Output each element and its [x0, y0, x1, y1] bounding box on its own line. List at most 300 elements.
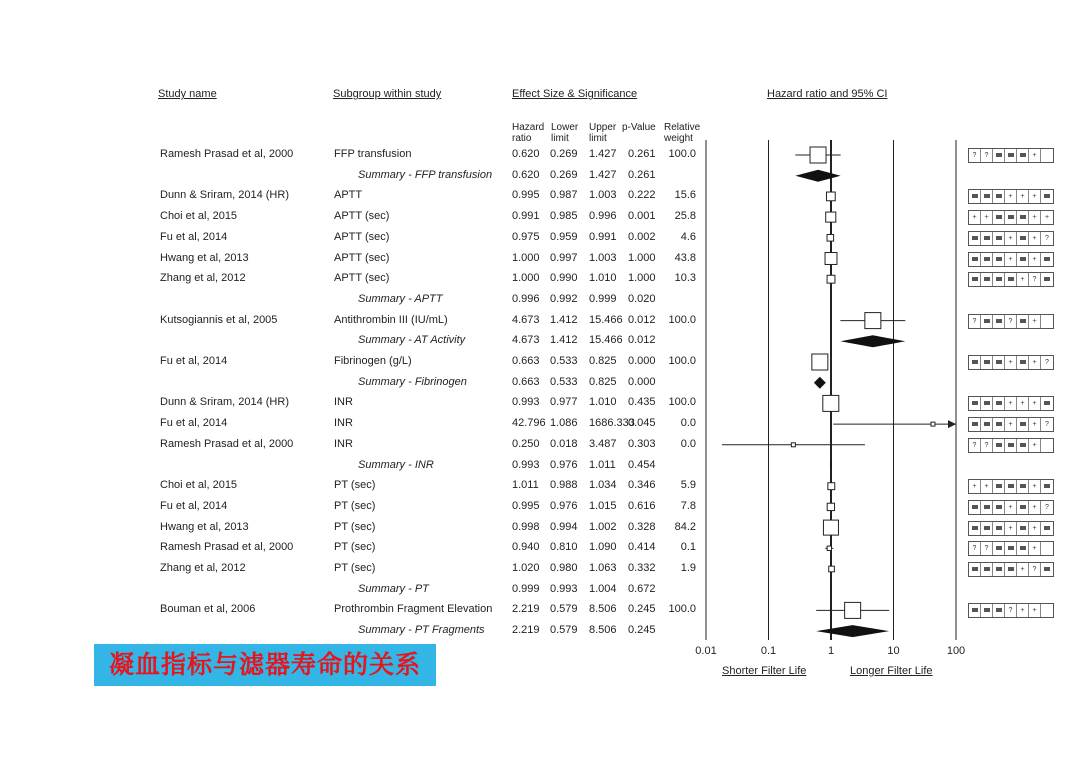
quality-mark: ? — [1029, 273, 1041, 286]
effect-square — [810, 147, 826, 163]
subgroup-name: APTT (sec) — [334, 251, 390, 264]
effect-square — [865, 313, 881, 329]
effect-square — [829, 566, 835, 572]
subgroup-name: Summary - PT — [358, 582, 429, 595]
quality-mark: + — [1005, 356, 1017, 369]
quality-mark: + — [1029, 397, 1041, 410]
lower-limit: 0.988 — [550, 479, 578, 492]
quality-mark: + — [1029, 604, 1041, 617]
subgroup-name: PT (sec) — [334, 541, 376, 554]
lower-limit: 0.533 — [550, 355, 578, 367]
subgroup-name: APTT (sec) — [334, 272, 390, 285]
quality-row — [968, 417, 1054, 432]
hazard-ratio: 0.250 — [512, 437, 540, 450]
subgroup-name: APTT (sec) — [334, 210, 390, 223]
quality-mark: + — [1029, 418, 1041, 431]
quality-mark — [969, 253, 981, 266]
summary-diamond — [795, 170, 840, 182]
p-value: 0.616 — [628, 499, 656, 512]
quality-mark: + — [1005, 253, 1017, 266]
lower-limit: 0.990 — [550, 272, 578, 285]
relative-weight: 5.9 — [680, 479, 696, 492]
upper-limit: 1.034 — [589, 479, 617, 492]
upper-limit: 1.002 — [589, 520, 617, 533]
p-value: 0.245 — [628, 624, 656, 637]
p-value: 0.328 — [628, 520, 656, 533]
p-value: 0.002 — [628, 230, 656, 243]
x-tick-label: 0.1 — [760, 645, 777, 657]
quality-mark: + — [1029, 542, 1041, 555]
upper-limit: 1.011 — [589, 458, 616, 471]
quality-mark: + — [1017, 190, 1029, 203]
hazard-ratio: 0.993 — [512, 396, 540, 409]
quality-mark: + — [1017, 273, 1029, 286]
study-name: Fu et al, 2014 — [160, 417, 228, 430]
p-value: 0.346 — [628, 479, 656, 492]
relative-weight: 84.2 — [674, 520, 696, 533]
hazard-ratio: 0.996 — [512, 292, 540, 305]
study-name: Fu et al, 2014 — [160, 499, 228, 512]
p-value: 0.001 — [628, 210, 656, 223]
p-value: 0.454 — [628, 458, 656, 471]
quality-mark — [1017, 149, 1029, 162]
p-value: 0.000 — [628, 355, 656, 367]
quality-mark: + — [1029, 315, 1041, 328]
quality-mark — [1005, 273, 1017, 286]
subgroup-name: INR — [334, 417, 353, 430]
upper-limit: 0.999 — [589, 292, 617, 305]
quality-mark: ? — [981, 439, 993, 452]
lower-limit: 0.987 — [550, 189, 578, 202]
lower-limit: 0.997 — [550, 251, 578, 264]
quality-mark: + — [1005, 232, 1017, 245]
study-name: Hwang et al, 2013 — [160, 520, 249, 533]
subgroup-name: Antithrombin III (IU/mL) — [334, 313, 448, 326]
quality-mark — [1017, 439, 1029, 452]
quality-row — [968, 189, 1054, 204]
hazard-ratio: 0.975 — [512, 230, 540, 243]
quality-mark — [969, 273, 981, 286]
subgroup-name: APTT — [334, 189, 363, 202]
relative-weight: 100.0 — [668, 313, 696, 326]
quality-mark: + — [1029, 232, 1041, 245]
quality-row — [968, 272, 1054, 287]
lower-limit: 0.980 — [550, 562, 578, 574]
quality-mark — [1017, 211, 1029, 224]
hazard-ratio: 0.995 — [512, 189, 540, 202]
quality-mark — [993, 542, 1005, 555]
subheader-upper: Upper limit — [589, 122, 617, 144]
quality-mark — [993, 211, 1005, 224]
quality-mark: + — [1017, 604, 1029, 617]
relative-weight: 100.0 — [668, 148, 696, 160]
study-name: Choi et al, 2015 — [160, 210, 238, 223]
upper-limit: 1.015 — [589, 499, 617, 512]
quality-row — [968, 396, 1054, 411]
hazard-ratio: 42.796 — [512, 417, 546, 430]
quality-mark: + — [981, 211, 993, 224]
p-value: 0.332 — [628, 562, 656, 574]
quality-mark — [993, 418, 1005, 431]
quality-mark — [1005, 563, 1017, 576]
quality-mark: ? — [1045, 503, 1049, 511]
quality-mark — [969, 604, 981, 617]
subgroup-name: FFP transfusion — [334, 148, 412, 160]
quality-mark: + — [969, 211, 981, 224]
header-study: Study name — [158, 88, 217, 100]
quality-mark: + — [1029, 356, 1041, 369]
quality-mark: + — [969, 480, 981, 493]
hazard-ratio: 0.993 — [512, 458, 540, 471]
hazard-ratio: 1.020 — [512, 562, 540, 574]
relative-weight: 25.8 — [674, 210, 696, 223]
quality-row — [968, 148, 1054, 163]
quality-mark — [1005, 542, 1017, 555]
quality-mark — [993, 190, 1005, 203]
quality-mark — [1041, 315, 1053, 328]
upper-limit: 8.506 — [589, 603, 617, 616]
header-plot: Hazard ratio and 95% CI — [767, 88, 888, 100]
x-tick-label: 0.01 — [695, 645, 717, 657]
x-label-right: Longer Filter Life — [850, 665, 933, 677]
quality-row — [968, 438, 1054, 453]
quality-mark — [993, 315, 1005, 328]
upper-limit: 0.825 — [589, 375, 617, 388]
quality-mark — [993, 232, 1005, 245]
quality-mark — [993, 439, 1005, 452]
study-name: Dunn & Sriram, 2014 (HR) — [160, 396, 289, 409]
quality-mark — [1005, 480, 1017, 493]
hazard-ratio: 0.620 — [512, 168, 540, 181]
quality-mark — [1041, 604, 1053, 617]
quality-mark: ? — [969, 542, 981, 555]
lower-limit: 0.269 — [550, 168, 578, 181]
upper-limit: 3.487 — [589, 437, 617, 450]
upper-limit: 1.004 — [589, 582, 617, 595]
relative-weight: 0.0 — [680, 417, 696, 430]
hazard-ratio: 0.620 — [512, 148, 540, 160]
p-value: 0.303 — [628, 437, 656, 450]
quality-mark — [1017, 356, 1029, 369]
quality-mark — [1005, 439, 1017, 452]
quality-mark: + — [1029, 439, 1041, 452]
quality-mark — [969, 418, 981, 431]
lower-limit: 0.533 — [550, 375, 578, 388]
quality-mark — [1041, 273, 1053, 286]
lower-limit: 0.976 — [550, 499, 578, 512]
summary-diamond — [814, 377, 826, 389]
subheader-hr: Hazard ratio — [512, 122, 545, 144]
hazard-ratio: 4.673 — [512, 313, 540, 326]
upper-limit: 1.003 — [589, 251, 617, 264]
quality-mark — [969, 501, 981, 514]
quality-mark — [981, 232, 993, 245]
upper-limit: 1.063 — [589, 562, 617, 574]
hazard-ratio: 2.219 — [512, 624, 540, 637]
quality-row — [968, 231, 1054, 246]
quality-mark — [1005, 211, 1017, 224]
subgroup-name: Summary - INR — [358, 458, 434, 471]
study-name: Ramesh Prasad et al, 2000 — [160, 437, 294, 450]
quality-mark — [981, 356, 993, 369]
lower-limit: 0.269 — [550, 148, 578, 160]
quality-mark: ? — [1045, 234, 1049, 242]
lower-limit: 0.018 — [550, 437, 578, 450]
quality-mark — [981, 418, 993, 431]
quality-mark — [969, 190, 981, 203]
quality-mark — [1017, 253, 1029, 266]
quality-mark: + — [1005, 522, 1017, 535]
lower-limit: 1.086 — [550, 417, 578, 430]
summary-diamond — [816, 625, 889, 637]
effect-square — [823, 395, 839, 411]
study-name: Zhang et al, 2012 — [160, 272, 246, 285]
quality-mark — [969, 522, 981, 535]
quality-mark: ? — [981, 149, 993, 162]
quality-mark: ? — [969, 439, 981, 452]
effect-square — [827, 503, 834, 510]
quality-mark — [981, 190, 993, 203]
quality-mark — [1041, 190, 1053, 203]
quality-mark — [1041, 149, 1053, 162]
hazard-ratio: 4.673 — [512, 334, 540, 347]
quality-mark — [1017, 232, 1029, 245]
quality-mark — [993, 480, 1005, 493]
quality-row — [968, 521, 1054, 536]
hazard-ratio: 0.663 — [512, 355, 540, 367]
x-tick-label: 1 — [827, 645, 835, 657]
quality-mark: ? — [1045, 421, 1049, 429]
p-value: 1.000 — [628, 272, 656, 285]
quality-mark: + — [1029, 190, 1041, 203]
subheader-p: p-Value — [622, 122, 656, 133]
subgroup-name: PT (sec) — [334, 562, 376, 574]
upper-limit: 0.996 — [589, 210, 617, 223]
p-value: 0.012 — [628, 334, 656, 347]
upper-limit: 0.825 — [589, 355, 617, 367]
hazard-ratio: 0.663 — [512, 375, 540, 388]
quality-mark — [1017, 315, 1029, 328]
quality-mark — [1041, 522, 1053, 535]
quality-mark: + — [1005, 397, 1017, 410]
upper-limit: 1.003 — [589, 189, 617, 202]
quality-mark — [1017, 542, 1029, 555]
p-value: 0.045 — [628, 417, 656, 430]
quality-mark — [1017, 522, 1029, 535]
quality-mark — [969, 563, 981, 576]
lower-limit: 0.579 — [550, 624, 578, 637]
p-value: 0.020 — [628, 292, 656, 305]
quality-mark: + — [1029, 522, 1041, 535]
quality-row — [968, 314, 1054, 329]
quality-mark — [993, 397, 1005, 410]
quality-mark: ? — [1029, 563, 1041, 576]
quality-mark — [969, 232, 981, 245]
lower-limit: 0.959 — [550, 230, 578, 243]
quality-mark: + — [1029, 211, 1041, 224]
upper-limit: 8.506 — [589, 624, 617, 637]
quality-mark — [981, 315, 993, 328]
quality-mark: + — [1005, 501, 1017, 514]
quality-mark: ? — [1045, 359, 1049, 366]
subgroup-name: PT (sec) — [334, 479, 376, 492]
p-value: 1.000 — [628, 251, 656, 264]
quality-mark — [981, 397, 993, 410]
relative-weight: 4.6 — [680, 230, 696, 243]
quality-mark: + — [1044, 214, 1050, 222]
hazard-ratio: 0.940 — [512, 541, 540, 554]
study-name: Bouman et al, 2006 — [160, 603, 256, 616]
hazard-ratio: 0.995 — [512, 499, 540, 512]
hazard-ratio: 2.219 — [512, 603, 540, 616]
quality-mark — [993, 273, 1005, 286]
quality-mark — [993, 501, 1005, 514]
p-value: 0.245 — [628, 603, 656, 616]
quality-mark: + — [1005, 418, 1017, 431]
relative-weight: 15.6 — [674, 189, 696, 202]
subgroup-name: Summary - PT Fragments — [358, 624, 485, 637]
quality-mark — [1017, 480, 1029, 493]
lower-limit: 0.994 — [550, 520, 578, 533]
quality-mark — [1041, 542, 1053, 555]
study-name: Hwang et al, 2013 — [160, 251, 249, 264]
hazard-ratio: 1.011 — [512, 479, 539, 492]
quality-mark — [1041, 439, 1053, 452]
quality-mark — [993, 522, 1005, 535]
subgroup-name: INR — [334, 437, 353, 450]
quality-mark — [981, 501, 993, 514]
upper-limit: 1.427 — [589, 168, 617, 181]
upper-limit: 0.991 — [589, 230, 617, 243]
relative-weight: 7.8 — [680, 499, 696, 512]
study-name: Dunn & Sriram, 2014 (HR) — [160, 189, 289, 202]
study-name: Kutsogiannis et al, 2005 — [160, 313, 278, 326]
subgroup-name: PT (sec) — [334, 520, 376, 533]
subgroup-name: INR — [334, 396, 353, 409]
subgroup-name: Summary - AT Activity — [358, 334, 466, 347]
effect-square — [826, 212, 836, 222]
p-value: 0.414 — [628, 541, 656, 554]
p-value: 0.222 — [628, 189, 656, 202]
effect-square — [845, 602, 861, 618]
quality-mark — [1017, 418, 1029, 431]
upper-limit: 1686.333 — [589, 417, 635, 430]
effect-square — [827, 235, 834, 242]
p-value: 0.435 — [628, 396, 656, 409]
x-tick-label: 100 — [946, 645, 966, 657]
quality-mark: ? — [1005, 604, 1017, 617]
lower-limit: 0.976 — [550, 458, 578, 471]
quality-mark — [969, 397, 981, 410]
effect-square — [827, 546, 831, 550]
lower-limit: 0.810 — [550, 541, 578, 554]
lower-limit: 0.985 — [550, 210, 578, 223]
subgroup-name: Summary - FFP transfusion — [358, 168, 493, 181]
study-name: Ramesh Prasad et al, 2000 — [160, 148, 294, 160]
upper-limit: 1.427 — [589, 148, 617, 160]
p-value: 0.012 — [628, 313, 656, 326]
quality-mark — [1041, 397, 1053, 410]
subgroup-name: Prothrombin Fragment Elevation — [334, 603, 493, 616]
quality-mark — [993, 149, 1005, 162]
quality-mark: + — [1017, 563, 1029, 576]
effect-square — [826, 192, 835, 201]
quality-mark — [981, 253, 993, 266]
upper-limit: 1.010 — [589, 396, 617, 409]
quality-mark: ? — [1005, 315, 1017, 328]
quality-mark — [981, 604, 993, 617]
relative-weight: 10.3 — [674, 272, 696, 285]
quality-mark: + — [1005, 190, 1017, 203]
lower-limit: 0.579 — [550, 603, 578, 616]
effect-square — [812, 354, 828, 370]
quality-mark: + — [981, 480, 993, 493]
quality-mark: ? — [969, 315, 981, 328]
relative-weight: 0.1 — [680, 541, 696, 554]
lower-limit: 1.412 — [550, 334, 578, 347]
title-banner: 凝血指标与滤器寿命的关系 — [94, 644, 436, 686]
summary-diamond — [840, 335, 905, 347]
effect-square — [828, 483, 835, 490]
quality-row — [968, 252, 1054, 267]
x-tick-label: 10 — [887, 645, 900, 657]
effect-square — [931, 422, 935, 426]
relative-weight: 100.0 — [668, 355, 696, 367]
upper-limit: 1.090 — [589, 541, 617, 554]
quality-mark: + — [1017, 397, 1029, 410]
quality-row — [968, 562, 1054, 577]
p-value: 0.672 — [628, 582, 656, 595]
quality-mark — [993, 563, 1005, 576]
upper-limit: 15.466 — [589, 334, 623, 347]
quality-row — [968, 479, 1054, 494]
effect-square — [823, 520, 838, 535]
quality-mark — [993, 356, 1005, 369]
quality-mark: ? — [969, 149, 981, 162]
study-name: Fu et al, 2014 — [160, 230, 228, 243]
study-name: Ramesh Prasad et al, 2000 — [160, 541, 294, 554]
quality-row — [968, 210, 1054, 225]
subheader-weight: Relative weight — [664, 122, 701, 144]
relative-weight: 100.0 — [668, 603, 696, 616]
quality-mark: + — [1029, 149, 1041, 162]
upper-limit: 1.010 — [589, 272, 617, 285]
effect-square — [825, 253, 837, 265]
x-label-left: Shorter Filter Life — [722, 665, 807, 677]
relative-weight: 100.0 — [668, 396, 696, 409]
quality-mark — [1041, 253, 1053, 266]
ci-arrow — [948, 420, 956, 428]
study-name: Zhang et al, 2012 — [160, 562, 246, 574]
relative-weight: 0.0 — [680, 437, 696, 450]
lower-limit: 0.977 — [550, 396, 578, 409]
header-effect: Effect Size & Significance — [512, 88, 638, 100]
lower-limit: 0.993 — [550, 582, 578, 595]
lower-limit: 0.992 — [550, 292, 578, 305]
header-subgroup: Subgroup within study — [333, 88, 442, 100]
quality-mark — [1041, 480, 1053, 493]
quality-row — [968, 603, 1054, 618]
quality-row — [968, 500, 1054, 515]
lower-limit: 1.412 — [550, 313, 578, 326]
hazard-ratio: 1.000 — [512, 272, 540, 285]
effect-square — [791, 443, 795, 447]
study-name: Choi et al, 2015 — [160, 479, 238, 492]
quality-mark: + — [1029, 253, 1041, 266]
quality-row — [968, 541, 1054, 556]
hazard-ratio: 0.998 — [512, 520, 540, 533]
effect-square — [827, 275, 835, 283]
